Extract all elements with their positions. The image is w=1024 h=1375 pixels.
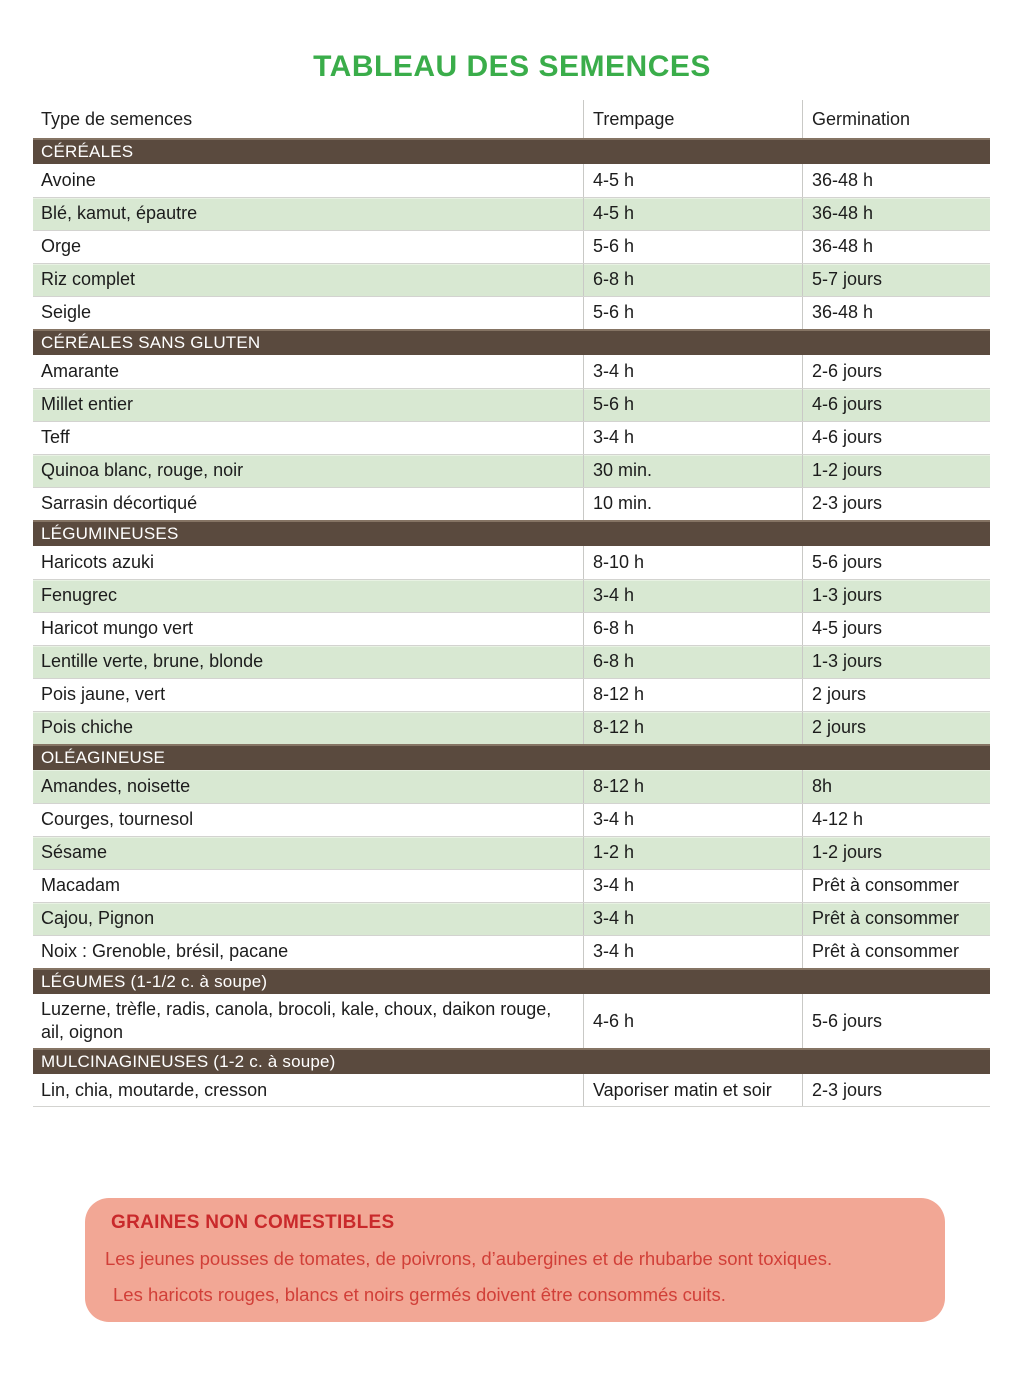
section-header: CÉRÉALES SANS GLUTEN <box>33 329 990 355</box>
cell-germination: 36-48 h <box>802 198 990 230</box>
cell-type: Sésame <box>41 842 108 863</box>
cell-soaking: 30 min. <box>583 455 802 487</box>
column-header-row <box>33 100 990 138</box>
cell-soaking: 3-4 h <box>583 870 802 902</box>
cell-soaking: 5-6 h <box>583 231 802 263</box>
cell-germination: 5-7 jours <box>802 264 990 296</box>
warning-line: Les jeunes pousses de tomates, de poivrons, d’aubergines et de rhubarbe sont toxiques. <box>105 1248 833 1269</box>
column-header-type: Type de semences <box>41 108 193 129</box>
cell-soaking: 8-10 h <box>583 546 802 579</box>
cell-germination: Prêt à consommer <box>802 903 990 935</box>
cell-type: Amarante <box>41 360 120 381</box>
table-row <box>33 869 990 902</box>
cell-soaking: 4-5 h <box>583 198 802 230</box>
cell-germination: Prêt à consommer <box>802 870 990 902</box>
cell-soaking: 3-4 h <box>583 355 802 388</box>
table-row <box>33 546 990 579</box>
cell-type: Teff <box>41 427 70 448</box>
cell-type: Fenugrec <box>41 585 118 606</box>
cell-germination: 1-3 jours <box>802 580 990 612</box>
cell-germination: 2-6 jours <box>802 355 990 388</box>
cell-germination: 2 jours <box>802 679 990 711</box>
table-row <box>33 421 990 454</box>
cell-soaking: 1-2 h <box>583 837 802 869</box>
cell-soaking: 6-8 h <box>583 264 802 296</box>
warning-title: GRAINES NON COMESTIBLES <box>111 1212 395 1233</box>
column-header-soaking: Trempage <box>583 100 802 138</box>
table-row <box>33 994 990 1048</box>
table-row <box>33 935 990 968</box>
cell-soaking: 3-4 h <box>583 903 802 935</box>
cell-soaking: 3-4 h <box>583 804 802 836</box>
cell-germination: 5-6 jours <box>802 546 990 579</box>
cell-germination: 5-6 jours <box>802 994 990 1048</box>
column-header-germination: Germination <box>802 100 990 138</box>
cell-germination: 2 jours <box>802 712 990 744</box>
cell-soaking: 4-6 h <box>583 994 802 1048</box>
cell-soaking: 6-8 h <box>583 613 802 645</box>
cell-type: Avoine <box>41 169 96 190</box>
warning-line: Les haricots rouges, blancs et noirs germés doivent être consommés cuits. <box>113 1284 726 1305</box>
cell-type: Luzerne, trèfle, radis, canola, brocoli, kale, choux, daikon rouge, ail, oignon <box>41 999 552 1043</box>
cell-germination: 4-12 h <box>802 804 990 836</box>
cell-soaking: 5-6 h <box>583 389 802 421</box>
table-row <box>33 678 990 711</box>
seed-table <box>33 100 990 1107</box>
cell-soaking: 10 min. <box>583 488 802 520</box>
cell-type: Macadam <box>41 875 121 896</box>
cell-soaking: 3-4 h <box>583 422 802 454</box>
table-row <box>33 770 990 803</box>
cell-soaking: 8-12 h <box>583 679 802 711</box>
cell-type: Noix : Grenoble, brésil, pacane <box>41 941 289 962</box>
cell-germination: 36-48 h <box>802 164 990 197</box>
cell-type: Riz complet <box>41 269 136 290</box>
table-row <box>33 197 990 230</box>
section-header: OLÉAGINEUSE <box>33 744 990 770</box>
table-row <box>33 296 990 329</box>
cell-type: Courges, tournesol <box>41 809 194 830</box>
table-row <box>33 355 990 388</box>
table-row <box>33 164 990 197</box>
section-header: LÉGUMINEUSES <box>33 520 990 546</box>
cell-type: Pois chiche <box>41 717 134 738</box>
cell-type: Amandes, noisette <box>41 775 191 796</box>
page-title: TABLEAU DES SEMENCES <box>313 50 711 83</box>
cell-germination: 4-5 jours <box>802 613 990 645</box>
cell-germination: 1-2 jours <box>802 837 990 869</box>
cell-germination: 36-48 h <box>802 231 990 263</box>
cell-germination: 36-48 h <box>802 297 990 329</box>
table-row <box>33 612 990 645</box>
cell-soaking: 3-4 h <box>583 580 802 612</box>
cell-type: Sarrasin décortiqué <box>41 493 198 514</box>
table-row <box>33 263 990 296</box>
cell-germination: 8h <box>802 770 990 803</box>
table-row <box>33 388 990 421</box>
cell-soaking: 3-4 h <box>583 936 802 968</box>
cell-type: Lentille verte, brune, blonde <box>41 651 264 672</box>
cell-type: Haricot mungo vert <box>41 618 194 639</box>
cell-germination: 4-6 jours <box>802 389 990 421</box>
section-header: MULCINAGINEUSES (1-2 c. à soupe) <box>33 1048 990 1074</box>
table-row <box>33 711 990 744</box>
cell-type: Lin, chia, moutarde, cresson <box>41 1079 268 1100</box>
cell-type: Pois jaune, vert <box>41 684 166 705</box>
warning-box <box>85 1198 945 1322</box>
section-header: LÉGUMES (1-1/2 c. à soupe) <box>33 968 990 994</box>
cell-germination: 1-2 jours <box>802 455 990 487</box>
table-row <box>33 487 990 520</box>
cell-germination: 2-3 jours <box>802 1074 990 1106</box>
cell-germination: 1-3 jours <box>802 646 990 678</box>
cell-type: Seigle <box>41 302 92 323</box>
cell-soaking: 8-12 h <box>583 770 802 803</box>
cell-soaking: Vaporiser matin et soir <box>583 1074 802 1106</box>
cell-type: Blé, kamut, épautre <box>41 203 198 224</box>
table-row <box>33 230 990 263</box>
table-body <box>33 138 990 1107</box>
cell-germination: 4-6 jours <box>802 422 990 454</box>
cell-type: Millet entier <box>41 394 134 415</box>
cell-germination: Prêt à consommer <box>802 936 990 968</box>
cell-soaking: 6-8 h <box>583 646 802 678</box>
cell-type: Orge <box>41 236 82 257</box>
section-header: CÉRÉALES <box>33 138 990 164</box>
table-row <box>33 836 990 869</box>
cell-germination: 2-3 jours <box>802 488 990 520</box>
table-row <box>33 645 990 678</box>
table-row <box>33 902 990 935</box>
cell-soaking: 5-6 h <box>583 297 802 329</box>
table-row <box>33 579 990 612</box>
cell-type: Haricots azuki <box>41 551 155 572</box>
table-row <box>33 454 990 487</box>
cell-type: Cajou, Pignon <box>41 908 155 929</box>
cell-soaking: 4-5 h <box>583 164 802 197</box>
table-row <box>33 1074 990 1107</box>
cell-type: Quinoa blanc, rouge, noir <box>41 460 244 481</box>
table-row <box>33 803 990 836</box>
cell-soaking: 8-12 h <box>583 712 802 744</box>
